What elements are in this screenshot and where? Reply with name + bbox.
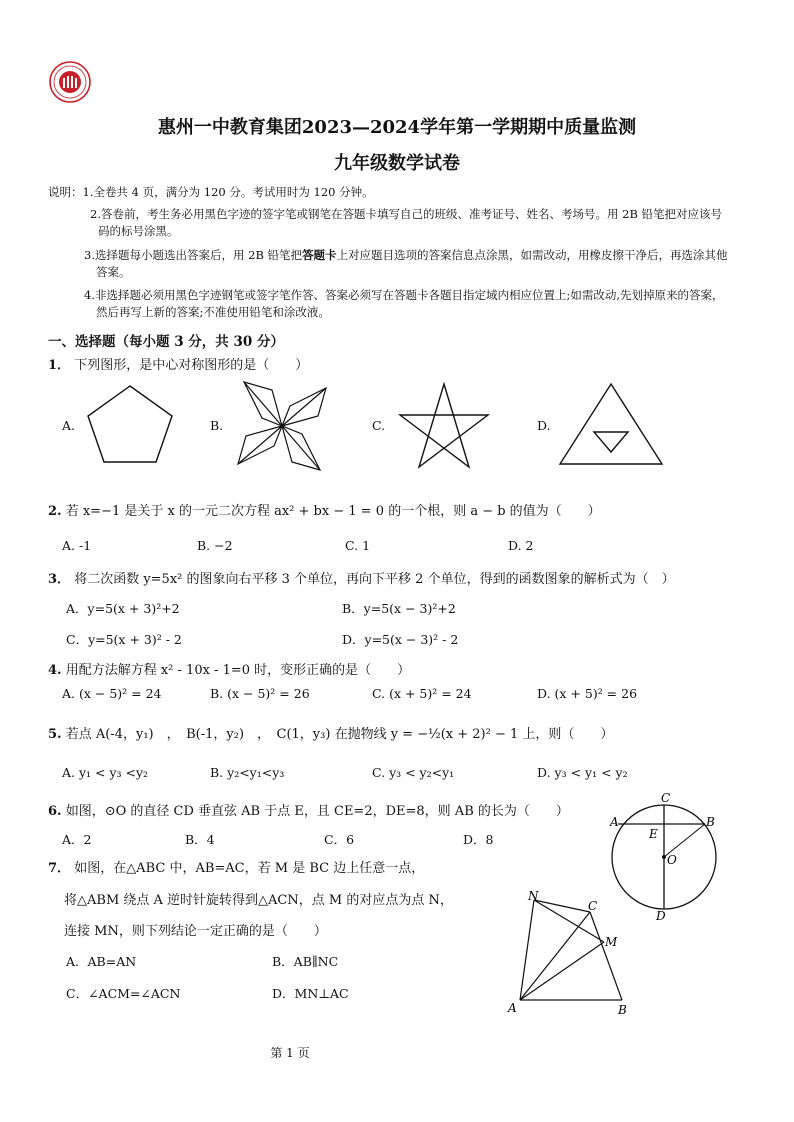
triangle-figure <box>556 380 666 468</box>
note-3-pre: 3.选择题每小题选出答案后，用 2B 铅笔把 <box>84 248 303 262</box>
question-4 <box>48 659 410 678</box>
school-logo-icon <box>48 60 92 104</box>
q4-option-b: B. (x − 5)² = 26 <box>210 686 310 701</box>
note-3-line2: 答案。 <box>96 265 131 279</box>
q1-option-a-label: A. <box>62 418 76 433</box>
q7-option-a: A．AB=AN <box>66 954 137 969</box>
question-3 <box>48 568 675 587</box>
q3-text: 将二次函数 y=5x² 的图象向右平移 3 个单位，再向下平移 2 个单位，得到的函数图象的解析式为（ ） <box>74 572 675 587</box>
q7-option-c: C．∠ACM=∠ACN <box>66 986 181 1001</box>
q5-text: 若点 A(-4，y₁) ， B(-1，y₂) ， C(1，y₃) 在抛物线 y = −½(x + 2)² − 1 上，则（ ） <box>65 727 614 742</box>
q2-number: 2. <box>48 504 62 519</box>
q7-line2: 将△ABM 绕点 A 逆时针旋转得到△ACN，点 M 的对应点为点 N， <box>64 893 453 908</box>
q1-text: 下列图形，是中心对称图形的是（ ） <box>74 358 309 373</box>
q2-text: 若 x=−1 是关于 x 的一元二次方程 ax² + bx − 1 = 0 的一个根，则 a − b 的值为（ ） <box>65 504 601 519</box>
question-2 <box>48 500 601 519</box>
q3-option-a: A．y=5(x + 3)²+2 <box>66 601 180 616</box>
section-heading: 一、选择题（每小题 3 分，共 30 分） <box>48 334 284 350</box>
q1-option-d-label: D. <box>537 418 551 433</box>
note-4-line2: 然后再写上新的答案;不准使用铅笔和涂改液。 <box>96 305 330 319</box>
page-number: 第 1 页 <box>270 1046 310 1060</box>
q6-option-d: D．8 <box>463 832 494 847</box>
label-c7: C <box>588 899 598 913</box>
q3-number: 3． <box>48 572 71 587</box>
question-5 <box>48 723 613 742</box>
q6-option-c: C．6 <box>324 832 355 847</box>
q5-option-d: D. y₃ < y₁ < y₂ <box>537 765 628 780</box>
q5-option-c: C. y₃ < y₂<y₁ <box>372 765 455 780</box>
note-3 <box>84 247 760 281</box>
note-2-line2: 码的标号涂黑。 <box>98 224 179 238</box>
star-figure <box>394 380 494 472</box>
q3-option-b: B．y=5(x − 3)²+2 <box>342 601 456 616</box>
question-6 <box>48 800 569 819</box>
note-3-bold: 答题卡 <box>302 248 337 262</box>
label-b7: B <box>618 1003 627 1017</box>
q7-number: 7． <box>48 861 71 876</box>
label-n: N <box>528 889 539 903</box>
q3-option-d: D．y=5(x − 3)² - 2 <box>342 632 459 647</box>
q7-line3: 连接 MN，则下列结论一定正确的是（ ） <box>64 924 327 939</box>
pentagon-figure <box>80 378 180 468</box>
note-1: 1.全卷共 4 页，满分为 120 分。考试用时为 120 分钟。 <box>82 185 374 199</box>
q7-option-b: B．AB∥NC <box>272 954 339 969</box>
q4-option-a: A. (x − 5)² = 24 <box>62 686 162 701</box>
q4-option-c: C. (x + 5)² = 24 <box>372 686 472 701</box>
question-1 <box>48 354 308 373</box>
q2-option-a: A. -1 <box>62 538 92 553</box>
q1-option-b-label: B. <box>210 418 224 433</box>
question-7 <box>48 857 424 876</box>
q6-option-b: B．4 <box>185 832 215 847</box>
triangle-rotation-diagram <box>504 888 640 1018</box>
q6-number: 6. <box>48 804 62 819</box>
label-e: E <box>649 827 658 841</box>
q7-line1: 如图，在△ABC 中，AB=AC，若 M 是 BC 边上任意一点， <box>74 861 425 876</box>
exam-subtitle: 九年级数学试卷 <box>334 153 460 174</box>
note-2 <box>90 206 760 240</box>
q1-number: 1． <box>48 358 71 373</box>
q4-number: 4. <box>48 663 62 678</box>
exam-title: 惠州一中教育集团2023—2024学年第一学期期中质量监测 <box>157 117 637 138</box>
q2-option-c: C. 1 <box>345 538 371 553</box>
q7-option-d: D．MN⊥AC <box>272 986 349 1001</box>
label-m: M <box>605 935 618 949</box>
note-4 <box>84 287 760 321</box>
label-o: O <box>667 853 677 867</box>
q4-text: 用配方法解方程 x² - 10x - 1=0 时，变形正确的是（ ） <box>65 663 411 678</box>
q5-option-b: B. y₂<y₁<y₃ <box>210 765 285 780</box>
label-d: D <box>656 909 666 920</box>
pinwheel-figure <box>232 380 332 472</box>
label-a7: A <box>508 1001 517 1015</box>
q5-number: 5. <box>48 727 62 742</box>
label-a: A <box>610 815 619 829</box>
q5-option-a: A. y₁ < y₃ <y₂ <box>62 765 149 780</box>
note-4-line1: 4.非选择题必须用黑色字迹钢笔或签字笔作答、答案必须写在答题卡各题目指定域内相应位置上;如需改动,先划掉原来的答案， <box>84 288 724 302</box>
label-c: C <box>661 791 671 805</box>
note-2-line1: 2.答卷前，考生务必用黑色字迹的签字笔或钢笔在答题卡填写自己的班级、准考证号、姓名、考场号。用 2B 铅笔把对应该号 <box>90 207 723 221</box>
notes-lead: 说明： <box>48 185 83 199</box>
q6-text: 如图，⊙O 的直径 CD 垂直弦 AB 于点 E，且 CE=2，DE=8，则 AB 的长为（ ） <box>65 804 569 819</box>
q3-option-c: C．y=5(x + 3)² - 2 <box>66 632 182 647</box>
label-b: B <box>706 815 715 829</box>
q2-option-b: B. −2 <box>197 538 233 553</box>
q6-option-a: A．2 <box>62 832 92 847</box>
note-3-post: 上对应题目选项的答案信息点涂黑，如需改动，用橡皮擦干净后，再选涂其他 <box>336 248 728 262</box>
q2-option-d: D. 2 <box>508 538 534 553</box>
notes-block <box>48 184 374 201</box>
q1-option-c-label: C. <box>372 418 386 433</box>
q4-option-d: D. (x + 5)² = 26 <box>537 686 638 701</box>
